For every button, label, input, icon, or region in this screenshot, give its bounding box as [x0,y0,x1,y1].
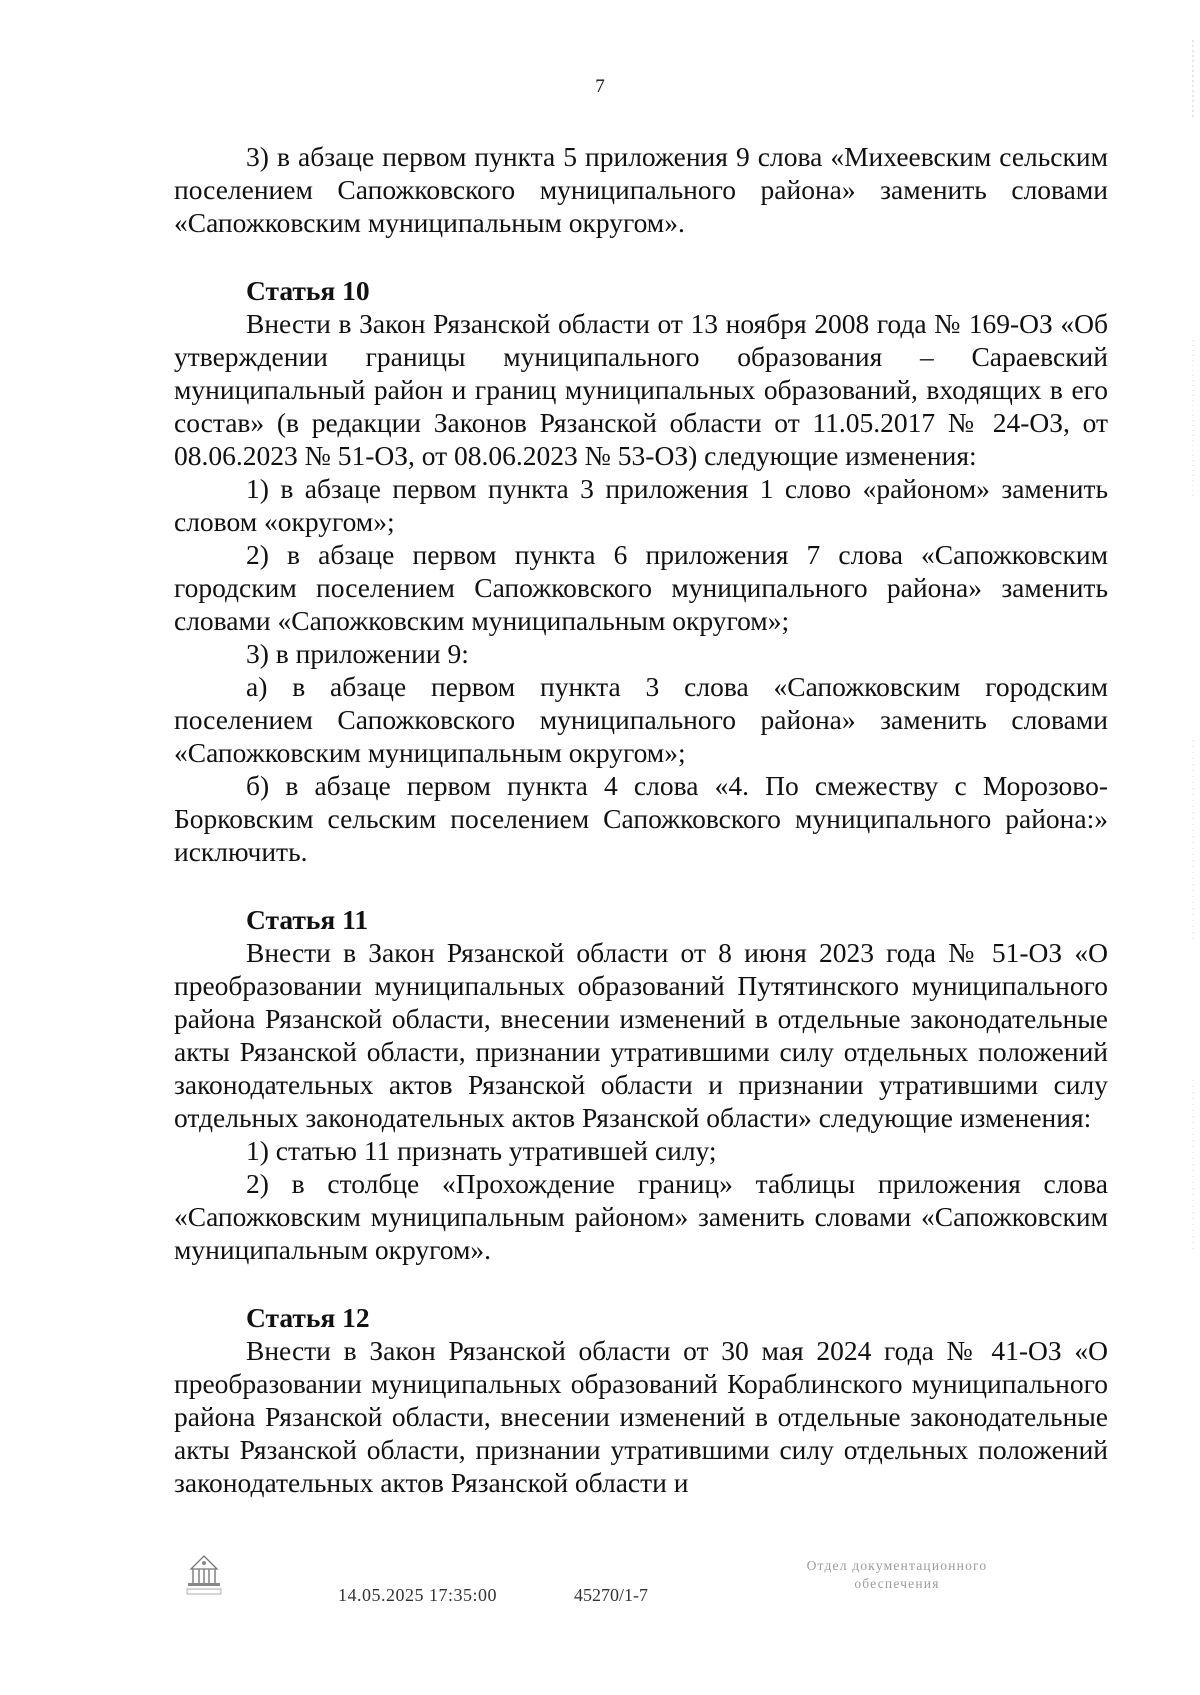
department-stamp [752,1557,1042,1593]
paragraph: б) в абзаце первом пункта 4 слова «4. По смежеству с Морозово-Борковским сельским поселением Сапожковского муниципального района:» исключить. [174,770,1108,867]
article-heading: Статья 12 [246,1302,370,1333]
paragraph: 1) в абзаце первом пункта 3 приложения 1 слово «районом» заменить словом «округом»; [174,473,1108,537]
scan-edge-marks [1190,40,1196,1260]
article-heading: Статья 10 [246,275,370,306]
paragraph: 1) статью 11 признать утратившей силу; [246,1135,717,1166]
paragraph: а) в абзаце первом пункта 3 слова «Сапожковским городским поселением Сапожковского муниципального района» заменить словами «Сапожковским муниципальным округом»; [174,671,1108,768]
paragraph: 2) в столбце «Прохождение границ» таблицы приложения слова «Сапожковским муниципальным районом» заменить словами «Сапожковским муниципальным округом». [174,1168,1108,1265]
stamp-line-1: Отдел документационного [806,1558,988,1573]
section-spacer [174,239,1108,274]
paragraph: 3) в приложении 9: [246,638,469,669]
stamp-line-2: обеспечения [854,1576,940,1591]
page-number: 7 [595,76,605,97]
document-body [174,140,1108,1499]
footer-datetime: 14.05.2025 17:35:00 [338,1585,498,1605]
section-spacer [174,1266,1108,1301]
paragraph: 3) в абзаце первом пункта 5 приложения 9 слова «Михеевским сельским поселением Сапожковского муниципального района» заменить словами «Сапожковским муниципальным округом». [174,141,1108,238]
footer-document-number: 45270/1-7 [574,1585,648,1605]
section-spacer [174,868,1108,903]
paragraph: Внести в Закон Рязанской области от 13 ноября 2008 года № 169-ОЗ «Об утверждении границы муниципального образования – Сараевский муниципальный район и границ муниципальных образований, входящих в его состав» (в редакции Законов Рязанской области от 11.05.2017 № 24-ОЗ, от 08.06.2023 № 51-ОЗ, от 08.06.2023 № 53-ОЗ) следующие изменения: [174,308,1108,471]
paragraph: Внести в Закон Рязанской области от 30 мая 2024 года № 41-ОЗ «О преобразовании муниципальных образований Кораблинского муниципального района Рязанской области, внесении изменений в отдельные законодательные акты Рязанской области, признании утратившими силу отдельных положений законодательных актов Рязанской области и [174,1335,1108,1498]
organization-logo [184,1553,224,1597]
paragraph: Внести в Закон Рязанской области от 8 июня 2023 года № 51-ОЗ «О преобразовании муниципальных образований Путятинского муниципального района Рязанской области, внесении изменений в отдельные законодательные акты Рязанской области, признании утратившими силу отдельных положений законодательных актов Рязанской области и признании утратившими силу отдельных законодательных актов Рязанской области» следующие изменения: [174,937,1108,1133]
paragraph: 2) в абзаце первом пункта 6 приложения 7 слова «Сапожковским городским поселением Сапожковского муниципального района» заменить словами «Сапожковским муниципальным округом»; [174,539,1108,636]
article-heading: Статья 11 [246,904,369,935]
